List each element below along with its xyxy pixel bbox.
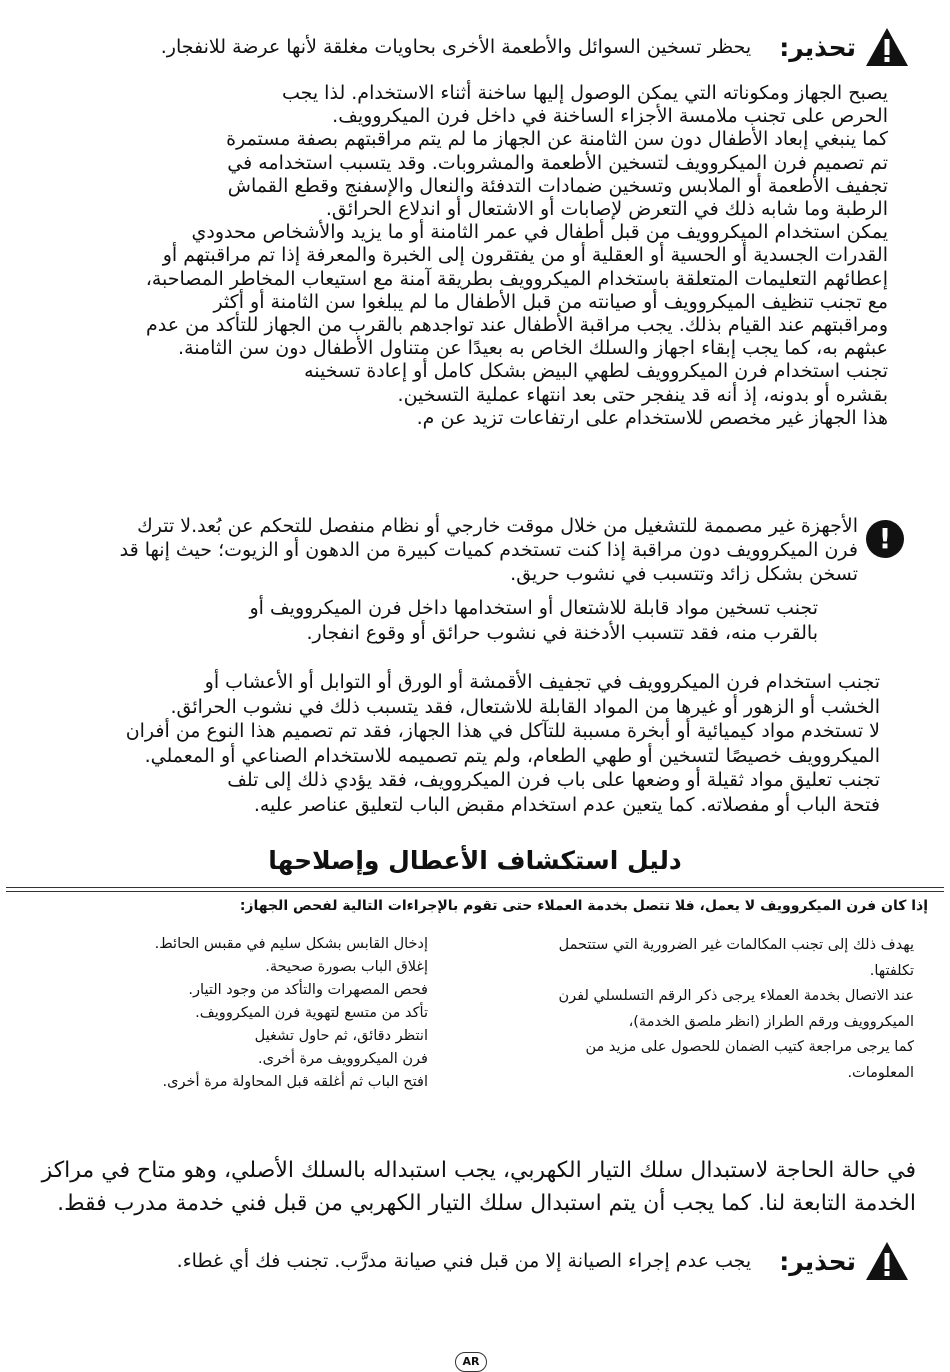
language-badge: AR xyxy=(455,1352,487,1372)
text-line: يمكن استخدام الميكروويف من قبل أطفال في عمر الثامنة أو ما يزيد والأشخاص محدودي xyxy=(191,221,888,244)
text-line: الأجهزة غير مصممة للتشغيل من خلال موقت خارجي أو نظام منفصل للتحكم عن بُعد.لا تترك xyxy=(137,515,858,537)
list-item: افتح الباب ثم أغلقه قبل المحاولة مرة أخرى. xyxy=(162,1074,428,1090)
troubleshooting-intro: إذا كان فرن الميكروويف لا يعمل، فلا تتصل بخدمة العملاء حتى تقوم بالإجراءات التالية لفحص الجهاز: xyxy=(239,898,928,914)
text-line: الميكروويف ورقم الطراز (انظر ملصق الخدمة)، xyxy=(628,1013,914,1030)
warning-text: يجب عدم إجراء الصيانة إلا من قبل فني صيانة مدرَّب. تجنب فك أي غطاء. xyxy=(176,1250,752,1272)
warning-bottom xyxy=(177,1240,910,1282)
text-line: بقشره أو بدونه، إذ أنه قد ينفجر حتى بعد انتهاء عملية التسخين. xyxy=(397,383,888,406)
text-line: الحرص على تجنب ملامسة الأجزاء الساخنة في داخل فرن الميكروويف. xyxy=(332,105,888,128)
divider xyxy=(6,887,944,888)
caution-paragraph xyxy=(120,514,858,586)
text-line: تجنب استخدام فرن الميكروويف لطهي البيض بشكل كامل أو إعادة تسخينه xyxy=(304,360,888,383)
text-line: تسخن بشكل زائد وتتسبب في نشوب حريق. xyxy=(510,563,858,585)
text-line: المعلومات. xyxy=(847,1064,914,1081)
text-line: يهدف ذلك إلى تجنب المكالمات غير الضرورية التي ستتحمل xyxy=(558,937,914,953)
warning-top xyxy=(161,26,910,68)
warning-triangle-icon xyxy=(864,1240,910,1282)
warning-label: تحذير: xyxy=(779,1246,856,1276)
text-line: عند الاتصال بخدمة العملاء يرجى ذكر الرقم التسلسلي لفرن xyxy=(558,988,914,1004)
troubleshooting-checklist xyxy=(155,933,428,1094)
text-line: تجنب تعليق مواد ثقيلة أو وضعها على باب فرن الميكروويف، فقد يؤدي ذلك إلى تلف xyxy=(227,769,880,791)
text-line: تجفيف الأطعمة أو الملابس وتسخين ضمادات التدفئة والنعال والإسفنج وقطع القماش xyxy=(227,174,888,197)
text-line: لا تستخدم مواد كيميائية أو أبخرة مسببة للتآكل في هذا الجهاز، فقد تم تصميم هذا النوع من أفران xyxy=(125,720,880,742)
text-line: في حالة الحاجة لاستبدال سلك التيار الكهربي، يجب استبداله بالسلك الأصلي، وهو متاح في مراكز xyxy=(41,1158,916,1183)
text-line: تجنب تسخين مواد قابلة للاشتعال أو استخدامها داخل فرن الميكروويف أو xyxy=(249,597,818,619)
caution-indented xyxy=(250,596,819,646)
warning-label: تحذير: xyxy=(779,32,856,62)
text-line: يصبح الجهاز ومكوناته التي يمكن الوصول إليها ساخنة أثناء الاستخدام. لذا يجب xyxy=(281,82,888,104)
list-item: إغلاق الباب بصورة صحيحة. xyxy=(265,959,428,975)
text-line: كما يرجى مراجعة كتيب الضمان للحصول على مزيد من xyxy=(585,1039,914,1055)
warning-triangle-icon xyxy=(864,26,910,68)
text-line: فتحة الباب أو مفصلاته. كما يتعين عدم استخدام مقبض الباب لتعليق عناصر عليه. xyxy=(253,793,880,816)
avoid-paragraph xyxy=(126,670,880,817)
text-line: القدرات الجسدية أو الحسية أو العقلية أو من يفتقرون إلى الخبرة والمعرفة إذا تم مراقبتهم أو xyxy=(162,244,888,267)
text-line: الخدمة التابعة لنا. كما يجب أن يتم استبدال سلك التيار الكهربي من قبل فني خدمة مدرب فقط. xyxy=(57,1191,916,1216)
list-item: انتظر دقائق، ثم حاول تشغيل xyxy=(254,1028,428,1044)
power-cord-paragraph xyxy=(42,1154,916,1220)
text-line: ومراقبتهم عند القيام بذلك. يجب مراقبة الأطفال عند تواجدهم بالقرب من الجهاز للتأكد من عدم xyxy=(145,314,888,337)
list-item: إدخال القابس بشكل سليم في مقبس الحائط. xyxy=(154,936,428,952)
list-item: تأكد من متسع لتهوية فرن الميكروويف. xyxy=(195,1005,428,1021)
safety-paragraph xyxy=(146,82,888,430)
troubleshooting-title: دليل استكشاف الأعطال وإصلاحها xyxy=(268,846,682,875)
text-line: الميكروويف خصيصًا لتسخين أو طهي الطعام، ولم يتم تصميمه للاستخدام الصناعي أو المعملي. xyxy=(144,744,880,767)
troubleshooting-right-column xyxy=(559,933,914,1086)
text-line: الرطبة وما شابه ذلك في التعرض لإصابات أو الاشتعال أو اندلاع الحرائق. xyxy=(325,198,888,221)
text-line: تم تصميم فرن الميكروويف لتسخين الأطعمة والمشروبات. وقد يتسبب استخدامه في xyxy=(227,151,888,174)
text-line: هذا الجهاز غير مخصص للاستخدام على ارتفاعات تزيد عن م. xyxy=(416,406,888,429)
text-line: تجنب استخدام فرن الميكروويف في تجفيف الأقمشة أو الورق أو التوابل أو الأعشاب أو xyxy=(204,671,880,693)
list-item: فرن الميكروويف مرة أخرى. xyxy=(258,1051,428,1067)
text-line: مع تجنب تنظيف الميكروويف أو صيانته من قبل الأطفال ما لم يبلغوا سن الثامنة أو أكثر xyxy=(213,290,888,313)
divider xyxy=(6,891,944,892)
text-line: تكلفتها. xyxy=(869,962,914,979)
text-line: فرن الميكروويف دون مراقبة إذا كنت تستخدم كميات كبيرة من الدهون أو الزيوت؛ حيث إنها قد xyxy=(119,539,858,561)
text-line: بالقرب منه، فقد تتسبب الأدخنة في نشوب حرائق أو وقوع انفجار. xyxy=(306,622,818,644)
text-line: عبثهم به، كما يجب إبقاء اجهاز والسلك الخاص به بعيدًا عن متناول الأطفال دون سن الثامنة. xyxy=(178,337,888,360)
warning-text: يحظر تسخين السوائل والأطعمة الأخرى بحاويات مغلقة لأنها عرضة للانفجار. xyxy=(160,36,752,58)
list-item: فحص المصهرات والتأكد من وجود التيار. xyxy=(188,982,428,998)
text-line: إعطائهم التعليمات المتعلقة باستخدام الميكروويف بطريقة آمنة مع استيعاب المخاطر المصاحبة، xyxy=(145,267,888,290)
text-line: كما ينبغي إبعاد الأطفال دون سن الثامنة عن الجهاز ما لم يتم مراقبتهم بصفة مستمرة xyxy=(226,128,888,151)
exclamation-icon: ! xyxy=(866,520,904,558)
text-line: الخشب أو الزهور أو غيرها من المواد القابلة للاشتعال، فقد يتسبب ذلك في نشوب الحرائق. xyxy=(170,695,880,718)
